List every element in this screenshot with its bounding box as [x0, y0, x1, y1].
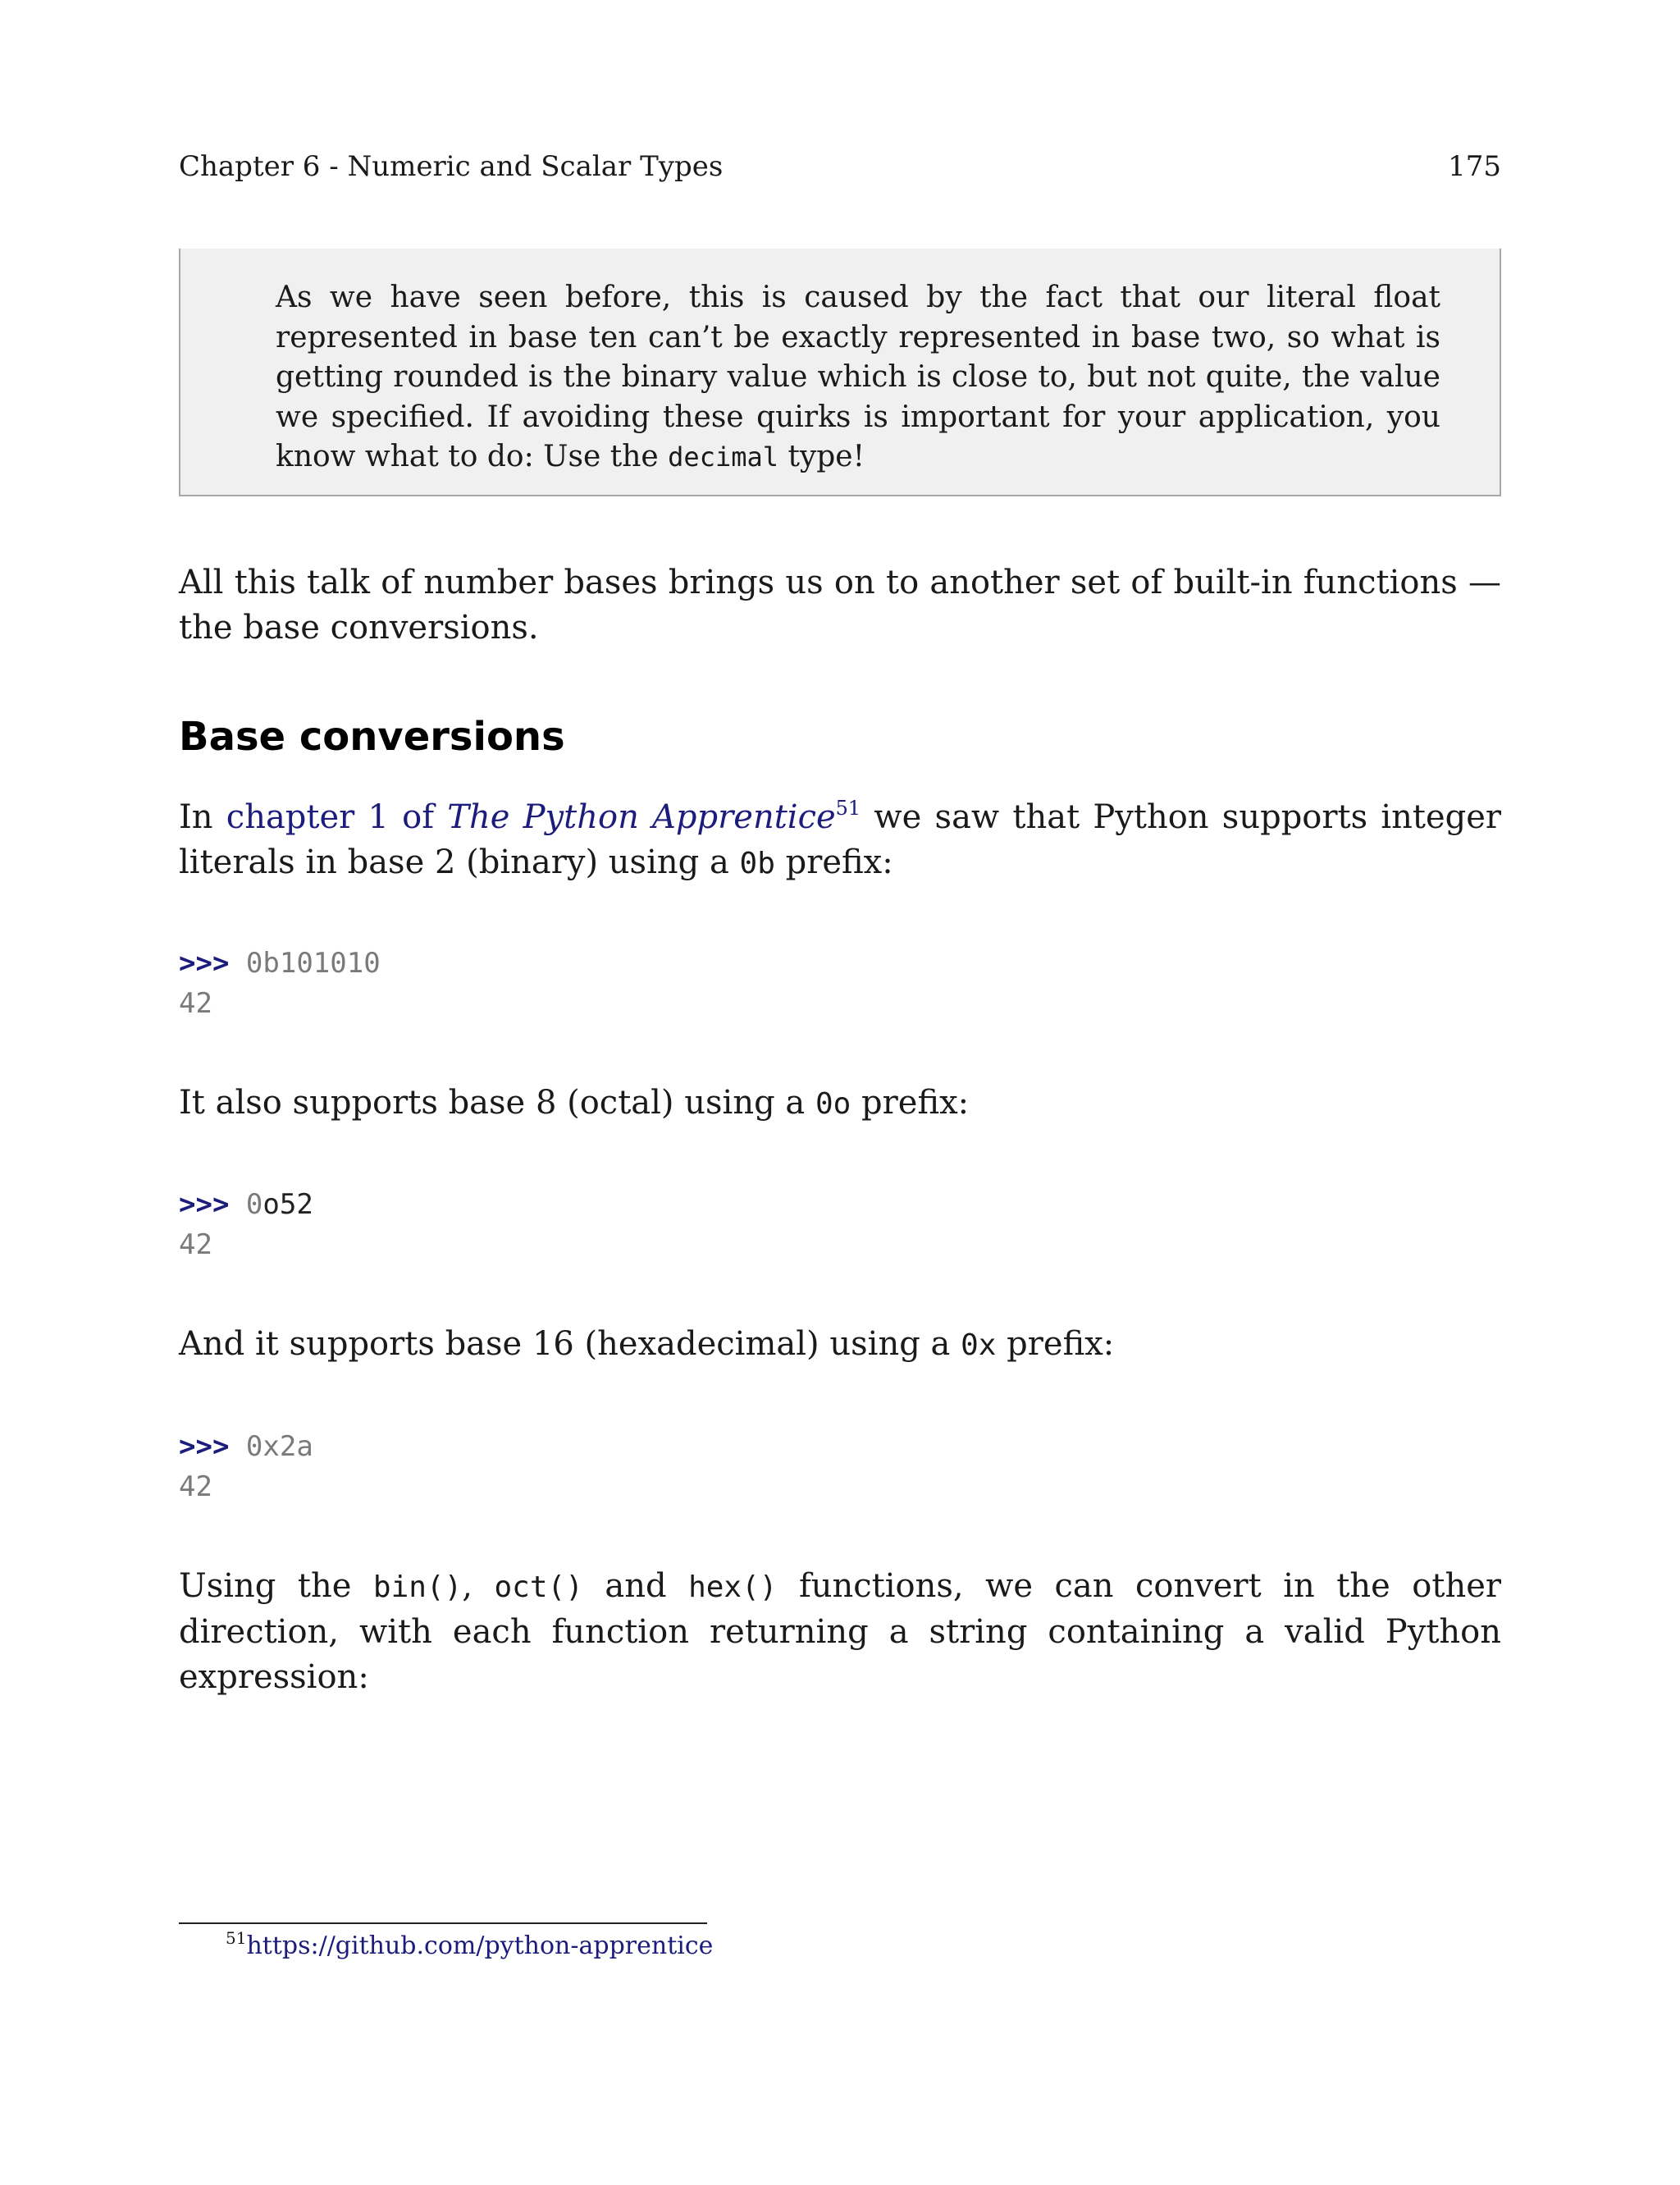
code-output: 42 [179, 1228, 212, 1261]
repl-prompt: >>> [179, 1430, 230, 1463]
page-header [179, 146, 1501, 187]
paragraph-functions: Using the bin(), oct() and hex() functions, we can convert in the other direction, with each function returning a string containing a valid Python expression: [179, 1567, 1501, 1696]
inline-code-oct: oct() [494, 1570, 583, 1604]
code-block-hex [179, 1427, 313, 1507]
code-block-binary [179, 944, 381, 1024]
footnote-ref-51[interactable]: 51 [835, 797, 861, 820]
footnote-link[interactable]: https://github.com/python-apprentice [246, 1931, 714, 1960]
inline-code-0o: 0o [815, 1087, 851, 1121]
inline-code-0b: 0b [739, 847, 775, 880]
code-input-b: o52 [262, 1188, 313, 1221]
code-output: 42 [179, 987, 212, 1020]
paragraph-hex: And it supports base 16 (hexadecimal) using a 0x prefix: [179, 1325, 1115, 1363]
section-heading: Base conversions [179, 714, 565, 760]
chapter-link[interactable]: chapter 1 of The Python Apprentice [226, 798, 836, 836]
repl-prompt: >>> [179, 1188, 230, 1221]
footnote-number: 51 [226, 1928, 247, 1948]
repl-prompt: >>> [179, 947, 230, 980]
intro-paragraph: All this talk of number bases brings us on to another set of built-in functions — the base conversions. [179, 564, 1501, 647]
code-output: 42 [179, 1470, 212, 1503]
code-input: 0x2a [245, 1430, 313, 1463]
paragraph-binary: In chapter 1 of The Python Apprentice$^{51}$ we saw that Python supports integer literals in base 2 (binary) using a 0b prefix: [179, 797, 1502, 881]
note-text: As we have seen before, this is caused by the fact that our literal float represented in base ten can’t be exactly represented in base two, so what is getting rounded is the binary value which is close to, but not quite, the value we specified. If avoiding these quirks is important for your application, you know what to do: Use the decimal type! [276, 281, 1440, 473]
inline-code-hex: hex() [688, 1570, 778, 1604]
footnote [226, 1930, 713, 1963]
page-number: 175 [1448, 150, 1501, 183]
footnote-divider [179, 1922, 707, 1924]
code-block-octal [179, 1185, 313, 1265]
note-box [179, 249, 1501, 496]
code-input-a: 0 [245, 1188, 263, 1221]
code-input: 0b101010 [245, 947, 381, 980]
inline-code-0x: 0x [961, 1328, 997, 1362]
inline-code-decimal: decimal [668, 441, 779, 473]
running-chapter-title: Chapter 6 - Numeric and Scalar Types [179, 150, 724, 183]
inline-code-bin: bin() [372, 1570, 463, 1604]
paragraph-octal: It also supports base 8 (octal) using a 0o prefix: [179, 1084, 970, 1122]
